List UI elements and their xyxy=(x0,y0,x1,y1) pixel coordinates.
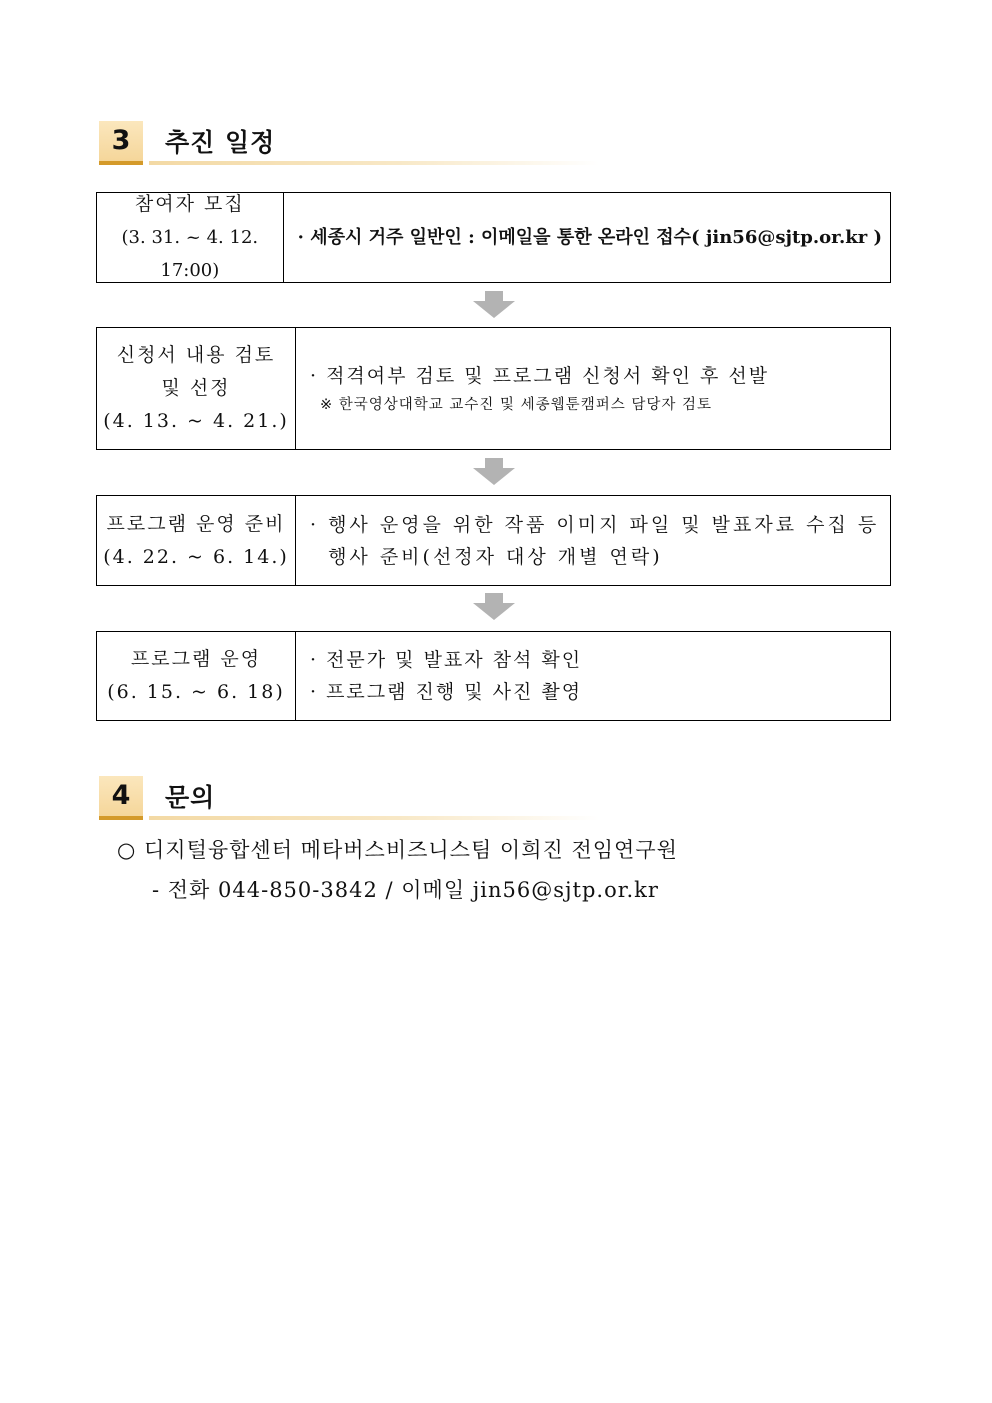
down-arrow-icon xyxy=(472,593,516,621)
schedule-step-review xyxy=(96,327,891,450)
section-number: 3 xyxy=(99,121,143,165)
down-arrow-icon xyxy=(472,458,516,486)
step-title: 신청서 내용 검토 xyxy=(116,344,276,366)
step-date: (6. 15. ~ 6. 18) xyxy=(107,681,285,703)
section-title: 문의 xyxy=(165,783,216,812)
section-underline xyxy=(149,816,599,820)
step-title: 참여자 모집 xyxy=(134,193,245,215)
step-detail xyxy=(296,632,890,720)
step-detail xyxy=(296,328,890,449)
step-detail xyxy=(296,496,890,585)
step-title: 프로그램 운영 xyxy=(130,648,262,670)
step-detail-line: · 전문가 및 발표자 참석 확인 xyxy=(310,649,583,671)
step-period xyxy=(97,328,296,449)
step-detail-line: · 프로그램 진행 및 사진 촬영 xyxy=(310,681,583,703)
section-3-header xyxy=(99,121,519,165)
step-date: (3. 31. ~ 4. 12. 17:00) xyxy=(121,227,259,281)
schedule-step-recruitment xyxy=(96,192,891,283)
step-detail-line: · 세종시 거주 일반인 : 이메일을 통한 온라인 접수( jin56@sjtp.or.kr ) xyxy=(297,226,882,248)
step-title-cont: 및 선정 xyxy=(161,377,231,399)
step-detail xyxy=(284,193,890,282)
schedule-step-preparation xyxy=(96,495,891,586)
schedule-step-operation xyxy=(96,631,891,721)
section-title: 추진 일정 xyxy=(165,128,276,157)
step-period xyxy=(97,632,296,720)
step-note: ※ 한국영상대학교 교수진 및 세종웹툰캠퍼스 담당자 검토 xyxy=(320,396,712,413)
step-period xyxy=(97,193,284,282)
step-period xyxy=(97,496,296,585)
step-detail-line: · 적격여부 검토 및 프로그램 신청서 확인 후 선발 xyxy=(310,364,770,387)
contact-person: ○ 디지털융합센터 메타버스비즈니스팀 이희진 전임연구원 xyxy=(117,838,678,862)
contact-detail: - 전화 044-850-3842 / 이메일 jin56@sjtp.or.kr xyxy=(152,878,659,902)
down-arrow-icon xyxy=(472,291,516,319)
section-4-header xyxy=(99,776,519,820)
step-title: 프로그램 운영 준비 xyxy=(106,512,286,535)
step-date: (4. 22. ~ 6. 14.) xyxy=(103,545,289,568)
step-detail-line: · 행사 운영을 위한 작품 이미지 파일 및 발표자료 수집 등 xyxy=(310,513,880,536)
section-underline xyxy=(149,161,599,165)
step-detail-line: 행사 준비(선정자 대상 개별 연락) xyxy=(310,545,663,568)
step-date: (4. 13. ~ 4. 21.) xyxy=(103,410,289,432)
section-number: 4 xyxy=(99,776,143,820)
